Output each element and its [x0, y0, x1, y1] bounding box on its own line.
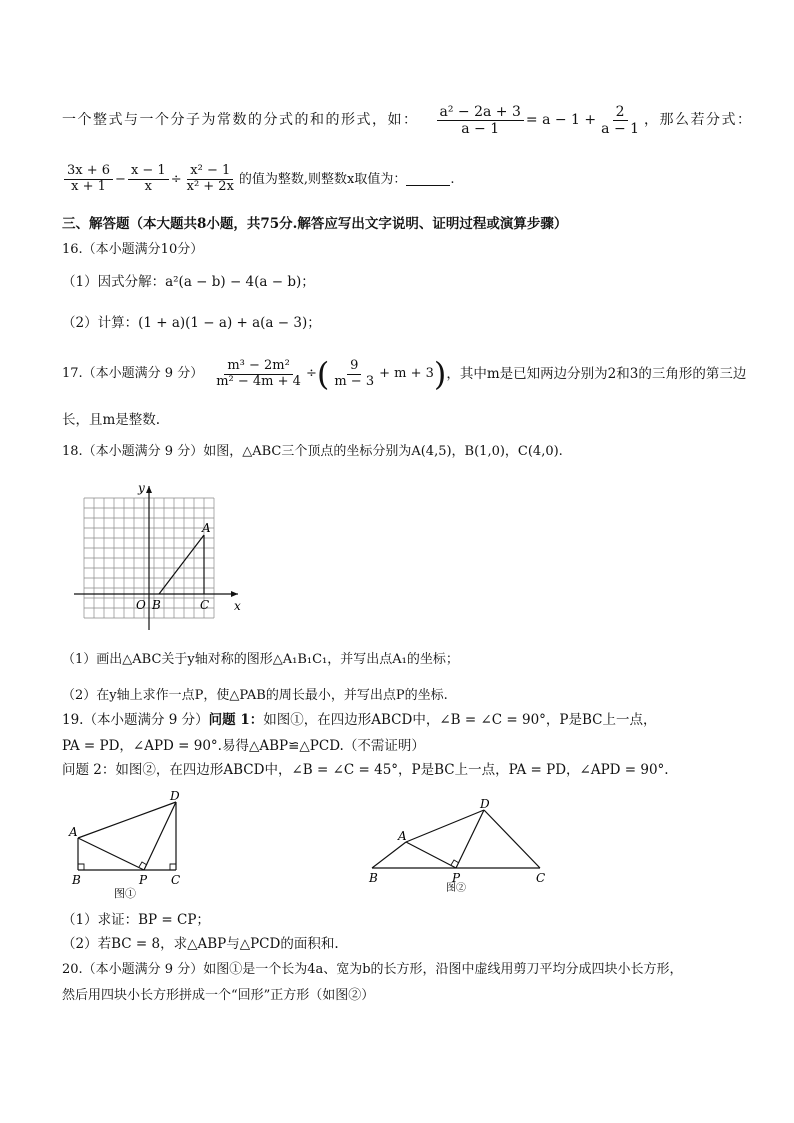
- q19-fig2-segment-ap: [406, 842, 456, 868]
- q19-fig1-label-d: D: [170, 790, 180, 803]
- p15-example-rhs-denominator: a − 1: [601, 121, 640, 138]
- p15-fraction-1-numerator: 3x + 6: [64, 164, 113, 180]
- q17-fraction-1: [213, 359, 304, 390]
- q17-divide-sign: ÷: [305, 366, 317, 382]
- q17-fraction-2-numerator: 9: [347, 359, 361, 375]
- q19-fig1-label-b: B: [72, 873, 81, 887]
- p15-example-lhs-numerator: a² − 2a + 3: [437, 104, 524, 121]
- q18-origin-label: O: [136, 598, 146, 612]
- q19-part1: （1）求证：BP = CP；: [62, 912, 210, 928]
- q19-line3: 问题 2：如图②，在四边形ABCD中，∠B = ∠C = 45°，P是BC上一点，PA = PD，∠APD = 90°.: [62, 762, 669, 778]
- q19-figure-2: [366, 798, 556, 894]
- q18-point-b-label: B: [152, 598, 161, 612]
- q18-part1: （1）画出△ABC关于y轴对称的图形△A₁B₁C₁，并写出点A₁的坐标；: [62, 652, 459, 667]
- q19-part2: （2）若BC = 8，求△ABP与△PCD的面积和.: [62, 936, 339, 952]
- q20-line2: 然后用四块小长方形拼成一个“回形”正方形（如图②）: [62, 988, 375, 1003]
- q19-problem1-label: 问题 1：: [208, 712, 264, 728]
- q16-heading: 16.（本小题满分10分）: [62, 242, 204, 257]
- q18-x-axis-arrow: [231, 591, 238, 597]
- q19-fig1-label-a: A: [69, 825, 78, 839]
- q18-coordinate-grid-figure: [70, 478, 250, 636]
- q19-fig1-right-angle-marks: [78, 862, 176, 870]
- p15-example-lhs-denominator: a − 1: [461, 121, 500, 138]
- q19-fig2-label-d: D: [480, 798, 490, 811]
- q18-segment-ab: [159, 535, 204, 594]
- q16-part2: （2）计算：(1 + a)(1 − a) + a(a − 3)；: [62, 315, 321, 331]
- q19-line1: [62, 712, 657, 728]
- q17-line2: 长，且m是整数.: [62, 412, 161, 428]
- q18-y-axis-arrow: [146, 486, 152, 493]
- q18-y-label: y: [138, 481, 145, 495]
- p15-example-rhs-fraction: [598, 104, 642, 137]
- p15-line2-end: .: [450, 171, 455, 187]
- p15-example-lhs-fraction: [437, 104, 524, 137]
- p15-line1-text: 一个整式与一个分子为常数的分式的和的形式，如：: [62, 112, 419, 129]
- p15-fraction-3-numerator: x² − 1: [187, 164, 233, 180]
- q19-line1-rest: 如图①，在四边形ABCD中，∠B = ∠C = 90°，P是BC上一点，: [263, 712, 657, 728]
- q17-line1: [62, 355, 747, 393]
- p15-line1-tail: ，那么若分式：: [644, 112, 753, 129]
- q19-fig1-label-c: C: [171, 873, 181, 887]
- q18-point-a-label: A: [202, 521, 211, 535]
- q17-inner-tail: + m + 3: [379, 366, 434, 382]
- q17-fraction-1-numerator: m³ − 2m²: [224, 359, 293, 375]
- q17-paren-open: (: [316, 355, 330, 393]
- q18-x-label: x: [234, 599, 241, 613]
- p15-fraction-1-denominator: x + 1: [71, 178, 106, 194]
- q20-line1: 20.（本小题满分 9 分）如图①是一个长为4a、宽为b的长方形，沿图中虚线用剪刀平均分成四块小长方形，: [62, 962, 683, 977]
- p15-fraction-3-denominator: x² + 2x: [186, 178, 234, 194]
- q19-fig1-caption: 图①: [114, 887, 136, 900]
- q19-fig2-side-ad: [406, 810, 484, 842]
- p15-line2: [62, 164, 455, 195]
- q19-fig1-segment-ap: [78, 838, 144, 870]
- q19-fig2-label-b: B: [369, 871, 378, 885]
- q19-fig2-side-ab: [372, 842, 406, 868]
- q19-fig2-label-p: P: [452, 871, 461, 885]
- p15-example-equals: = a − 1 +: [525, 112, 597, 129]
- q18-heading: 18.（本小题满分 9 分）如图，△ABC三个顶点的坐标分别为A(4,5)，B(1,0)，C(4,0).: [62, 444, 563, 459]
- q19-line2: PA = PD，∠APD = 90°.易得△ABP≌△PCD.（不需证明）: [62, 738, 425, 754]
- p15-answer-blank: [406, 173, 450, 186]
- q18-part2: （2）在y轴上求作一点P，使△PAB的周长最小，并写出点P的坐标.: [62, 688, 448, 703]
- q19-fig2-segment-pd: [456, 810, 484, 868]
- p15-fraction-1: [64, 164, 113, 195]
- p15-example-rhs-numerator: 2: [613, 104, 628, 121]
- q19-fig2-label-a: A: [398, 829, 407, 843]
- p15-fraction-2-numerator: x − 1: [128, 164, 169, 180]
- p15-line1: [62, 104, 753, 137]
- section-3-title: 三、解答题（本大题共8小题，共75分.解答应写出文字说明、证明过程或演算步骤）: [62, 216, 568, 232]
- q17-fraction-2: [331, 359, 377, 390]
- q17-heading: 17.（本小题满分 9 分）: [62, 366, 204, 382]
- p15-minus-sign: −: [115, 171, 126, 187]
- p15-fraction-2-denominator: x: [144, 178, 152, 194]
- q19-fig1-label-p: P: [139, 873, 148, 887]
- q19-figure-1: [62, 790, 192, 902]
- q17-fraction-2-denominator: m − 3: [334, 373, 375, 389]
- p15-divide-sign: ÷: [170, 171, 182, 187]
- q19-fig2-caption: 图②: [446, 883, 466, 894]
- q19-fig2-side-dc: [484, 810, 540, 868]
- q17-line1-tail: ，其中m是已知两边分别为2和3的三角形的第三边: [446, 365, 747, 382]
- q16-part1: （1）因式分解：a²(a − b) − 4(a − b)；: [62, 274, 315, 290]
- p15-line2-tail: 的值为整数,则整数x取值为：: [238, 171, 407, 187]
- q19-heading: 19.（本小题满分 9 分）: [62, 712, 209, 728]
- q18-point-c-label: C: [200, 598, 210, 612]
- q17-fraction-1-denominator: m² − 4m + 4: [216, 373, 301, 389]
- p15-fraction-2: [128, 164, 169, 195]
- q17-paren-close: ): [433, 355, 447, 393]
- p15-fraction-3: [184, 164, 237, 195]
- q19-fig2-label-c: C: [536, 871, 546, 885]
